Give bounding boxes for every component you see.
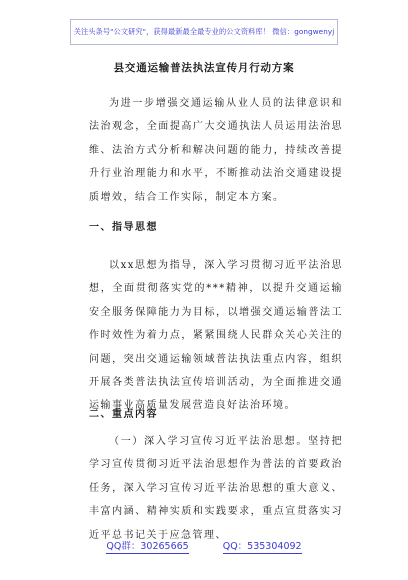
section-body-key-content: （一）深入学习宣传习近平法治思想。坚持把学习宣传贯彻习近平法治思想作为普法的首要政治任务，深入学习宣传习近平法治思想的重大意义、丰富内涵、精神实质和实践要求，重点宣贯落实习近平总书记关于应急管理、 xyxy=(89,436,343,541)
footer-qq-number: QQ：535304092 xyxy=(223,538,302,554)
section-body-guiding-ideology: 以xx思想为指导，深入学习贯彻习近平法治思想，全面贯彻落实党的***精神，以提升交通运输安全服务保障能力为目标，以增强交通运输普法工作时效性为着力点，紧紧围绕人民群众关心关注的问题，突出交通运输领域普法执法重点内容，组织开展各类普法执法宣传培训活动，为全面推进交通运输事业高质量发展营造良好法治环境。 xyxy=(89,260,343,412)
intro-paragraph: 为进一步增强交通运输从业人员的法律意识和法治观念，全面提高广大交通执法人员运用法治思维、法治方式分析和解决问题的能力，持续改善提升行业治理能力和水平，不断推动法治交通建设提质增效，结合工作实际，制定本方案。 xyxy=(89,98,343,203)
document-title: 县交通运输普法执法宣传月行动方案 xyxy=(113,62,295,74)
section-heading-key-content: 二、重点内容 xyxy=(89,409,158,420)
promo-header-text: 关注头条号"公文研究"，获得最新最全最专业的公文资料库！ 微信：gongwenyj xyxy=(73,27,335,36)
footer-contact xyxy=(0,535,408,557)
promo-header-box xyxy=(70,19,338,45)
footer-qq-group: QQ群：30265665 xyxy=(106,538,188,554)
section-heading-guiding-ideology: 一、指导思想 xyxy=(89,222,158,233)
